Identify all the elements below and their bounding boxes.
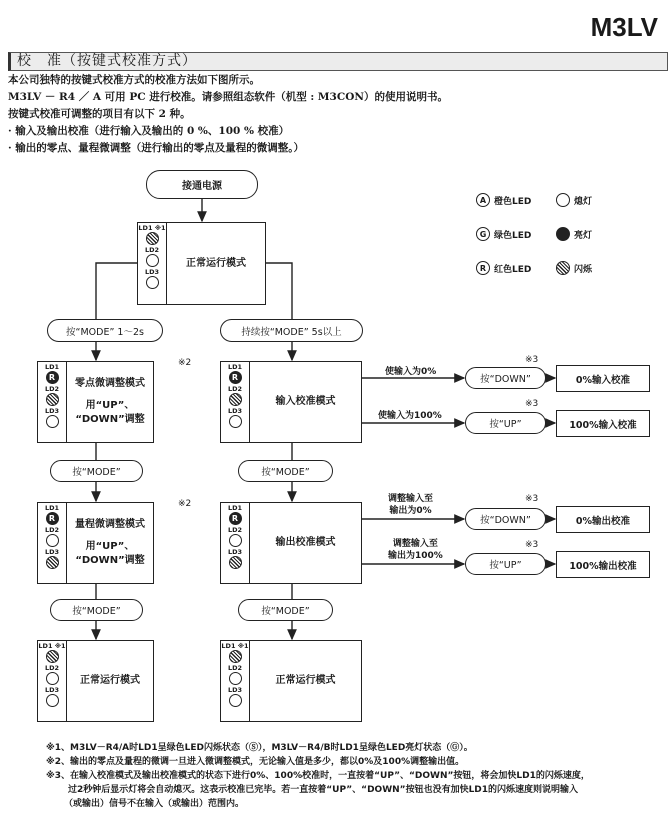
output-calibration-mode-box (220, 502, 362, 584)
result-input-0: 0%输入校准 (556, 365, 650, 392)
led-off-icon (46, 694, 59, 707)
normal-mode-box (220, 640, 362, 722)
legend-off (556, 193, 592, 207)
legend-on (556, 227, 592, 241)
press-down-pill: 按“DOWN” (465, 367, 546, 389)
press-mode-pill: 按“MODE” (238, 460, 333, 482)
led-on-icon: R (46, 371, 59, 384)
led-label: LD2 (44, 664, 60, 672)
led-off-icon (146, 276, 159, 289)
press-mode-short-pill: 按“MODE” 1～2s (47, 319, 163, 342)
footnote-2: ※2、输出的零点及量程的微调一旦进入微调整模式，无论输入值是多少，都以0%及100%调整输出值。 (46, 757, 465, 767)
led-label: LD3 (227, 686, 243, 694)
mode-text (250, 641, 361, 721)
led-label: LD2 (227, 664, 243, 672)
led-indicator-column (221, 641, 250, 721)
mode-text (250, 362, 361, 442)
note-3-mark: ※3 (525, 494, 539, 504)
led-indicator-column (38, 362, 67, 442)
press-mode-pill: 按“MODE” (238, 599, 333, 621)
mode-title: 量程微调整模式 (75, 519, 145, 530)
led-label: LD3 (44, 686, 60, 694)
mode-text (67, 362, 153, 442)
instruction-line: “DOWN”调整 (75, 555, 145, 566)
led-on-icon: R (46, 512, 59, 525)
mode-instructions (75, 399, 144, 427)
intro-line: 本公司独特的按键式校准方式的校准方法如下图所示。 (8, 74, 260, 86)
note-2-mark: ※2 (178, 358, 192, 368)
condition-output-100 (388, 538, 443, 562)
model-name: M3LV (590, 12, 658, 42)
led-blink-icon (46, 393, 59, 406)
led-label: LD3 (227, 407, 243, 415)
mode-title: 正常运行模式 (80, 675, 140, 686)
note-3-mark: ※3 (525, 355, 539, 365)
led-label: LD1 ※1 (138, 224, 166, 232)
led-off-icon (229, 694, 242, 707)
led-off-icon (146, 254, 159, 267)
legend-label: 亮灯 (574, 230, 593, 241)
led-label: LD2 (227, 526, 243, 534)
led-on-icon: R (229, 512, 242, 525)
led-blink-icon (229, 556, 242, 569)
led-off-icon (229, 534, 242, 547)
led-blink-icon (229, 650, 242, 663)
mode-title: 零点微调整模式 (75, 378, 145, 389)
led-indicator-column (221, 362, 250, 442)
led-indicator-column (138, 223, 167, 304)
led-label: LD2 (44, 526, 60, 534)
led-label: LD3 (144, 268, 160, 276)
legend-green (476, 227, 531, 241)
normal-mode-box (137, 222, 266, 305)
led-label: LD1 (44, 504, 60, 512)
span-adjust-mode-box (37, 502, 154, 584)
press-up-pill: 按“UP” (465, 553, 546, 575)
zero-adjust-mode-box (37, 361, 154, 443)
result-output-100: 100%输出校准 (556, 551, 650, 578)
legend-orange (476, 193, 531, 207)
led-on-icon (556, 227, 570, 241)
condition-output-0 (388, 493, 433, 517)
condition-line: 输出为0% (389, 506, 432, 516)
press-down-pill: 按“DOWN” (465, 508, 546, 530)
led-off-icon (46, 534, 59, 547)
led-blink-icon (46, 556, 59, 569)
mode-text (67, 503, 153, 583)
note-3-mark: ※3 (525, 540, 539, 550)
press-mode-long-pill: 持续按“MODE” 5s以上 (220, 319, 363, 342)
press-mode-pill: 按“MODE” (50, 599, 143, 621)
led-blink-icon (46, 650, 59, 663)
mode-text (250, 503, 361, 583)
input-calibration-mode-box (220, 361, 362, 443)
led-on-icon: R (229, 371, 242, 384)
led-letter-icon: A (476, 193, 490, 207)
led-indicator-column (38, 641, 67, 721)
section-title: 校 准（按键式校准方式） (8, 52, 668, 71)
led-label: LD1 ※1 (221, 642, 249, 650)
instruction-line: “DOWN”调整 (75, 414, 145, 425)
led-label: LD2 (44, 385, 60, 393)
led-blink-icon (556, 261, 570, 275)
legend-label: 红色LED (494, 264, 532, 275)
normal-mode-box (37, 640, 154, 722)
led-off-icon (229, 415, 242, 428)
led-indicator-column (221, 503, 250, 583)
intro-line: · 输入及输出校准（进行输入及输出的 0 %、100 % 校准） (8, 125, 290, 137)
legend-label: 绿色LED (494, 230, 532, 241)
footnote-3-cont: 过2秒钟后显示灯将会自动熄灭。这表示校准已完毕。若一直按着“UP”、“DOWN”按钮也没有加快LD1的闪烁速度则说明输入 (68, 785, 579, 795)
mode-title: 输入校准模式 (275, 396, 336, 407)
legend-label: 橙色LED (494, 196, 532, 207)
mode-title: 正常运行模式 (186, 257, 246, 269)
led-label: LD2 (227, 385, 243, 393)
condition-input-0: 使输入为0% (385, 367, 437, 377)
condition-line: 调整输入至 (392, 539, 438, 549)
led-label: LD2 (144, 246, 160, 254)
led-blink-icon (229, 393, 242, 406)
legend-blink (556, 261, 592, 275)
condition-line: 输出为100% (388, 551, 443, 561)
mode-title: 输出校准模式 (275, 537, 336, 548)
mode-text (67, 641, 153, 721)
result-input-100: 100%输入校准 (556, 410, 650, 437)
led-letter-icon: G (476, 227, 490, 241)
condition-line: 调整输入至 (388, 494, 434, 504)
led-indicator-column (38, 503, 67, 583)
footnote-1: ※1、M3LV－R4/A时LD1呈绿色LED闪烁状态（Ⓢ），M3LV－R4/B时LD1呈绿色LED亮灯状态（Ⓖ）。 (46, 743, 473, 753)
led-label: LD3 (44, 548, 60, 556)
footnote-3: ※3、在输入校准模式及输出校准模式的状态下进行0%、100%校准时，一直按着“UP”、“DOWN”按钮，将会加快LD1的闪烁速度， (46, 771, 590, 781)
note-3-mark: ※3 (525, 399, 539, 409)
led-letter-icon: R (476, 261, 490, 275)
instruction-line: 用“UP”、 (85, 400, 135, 411)
mode-text (167, 223, 265, 304)
result-output-0: 0%输出校准 (556, 506, 650, 533)
legend-label: 熄灯 (574, 196, 593, 207)
condition-input-100: 使输入为100% (378, 411, 442, 421)
intro-line: 按键式校准可调整的项目有以下 2 种。 (8, 108, 191, 120)
mode-title: 正常运行模式 (275, 675, 336, 686)
instruction-line: 用“UP”、 (85, 541, 135, 552)
press-up-pill: 按“UP” (465, 412, 546, 434)
led-label: LD1 (227, 504, 243, 512)
led-blink-icon (146, 232, 159, 245)
mode-instructions (75, 540, 144, 568)
press-mode-pill: 按“MODE” (50, 460, 143, 482)
led-label: LD1 (44, 363, 60, 371)
led-label: LD1 ※1 (38, 642, 66, 650)
intro-line: · 输出的零点、量程微调整（进行输出的零点及量程的微调整。） (8, 142, 305, 154)
legend-label: 闪烁 (574, 264, 593, 275)
start-power-on: 接通电源 (146, 170, 258, 199)
note-2-mark: ※2 (178, 499, 192, 509)
led-off-icon (556, 193, 570, 207)
led-label: LD3 (227, 548, 243, 556)
footnote-3-cont: （或输出）信号不在输入（或输出）范围内。 (64, 799, 245, 809)
led-off-icon (229, 672, 242, 685)
led-off-icon (46, 415, 59, 428)
led-off-icon (46, 672, 59, 685)
intro-line: M3LV － R4 ／ A 可用 PC 进行校准。请参照组态软件（机型 : M3CON）的使用说明书。 (8, 91, 448, 103)
led-label: LD1 (227, 363, 243, 371)
led-label: LD3 (44, 407, 60, 415)
legend-red (476, 261, 531, 275)
